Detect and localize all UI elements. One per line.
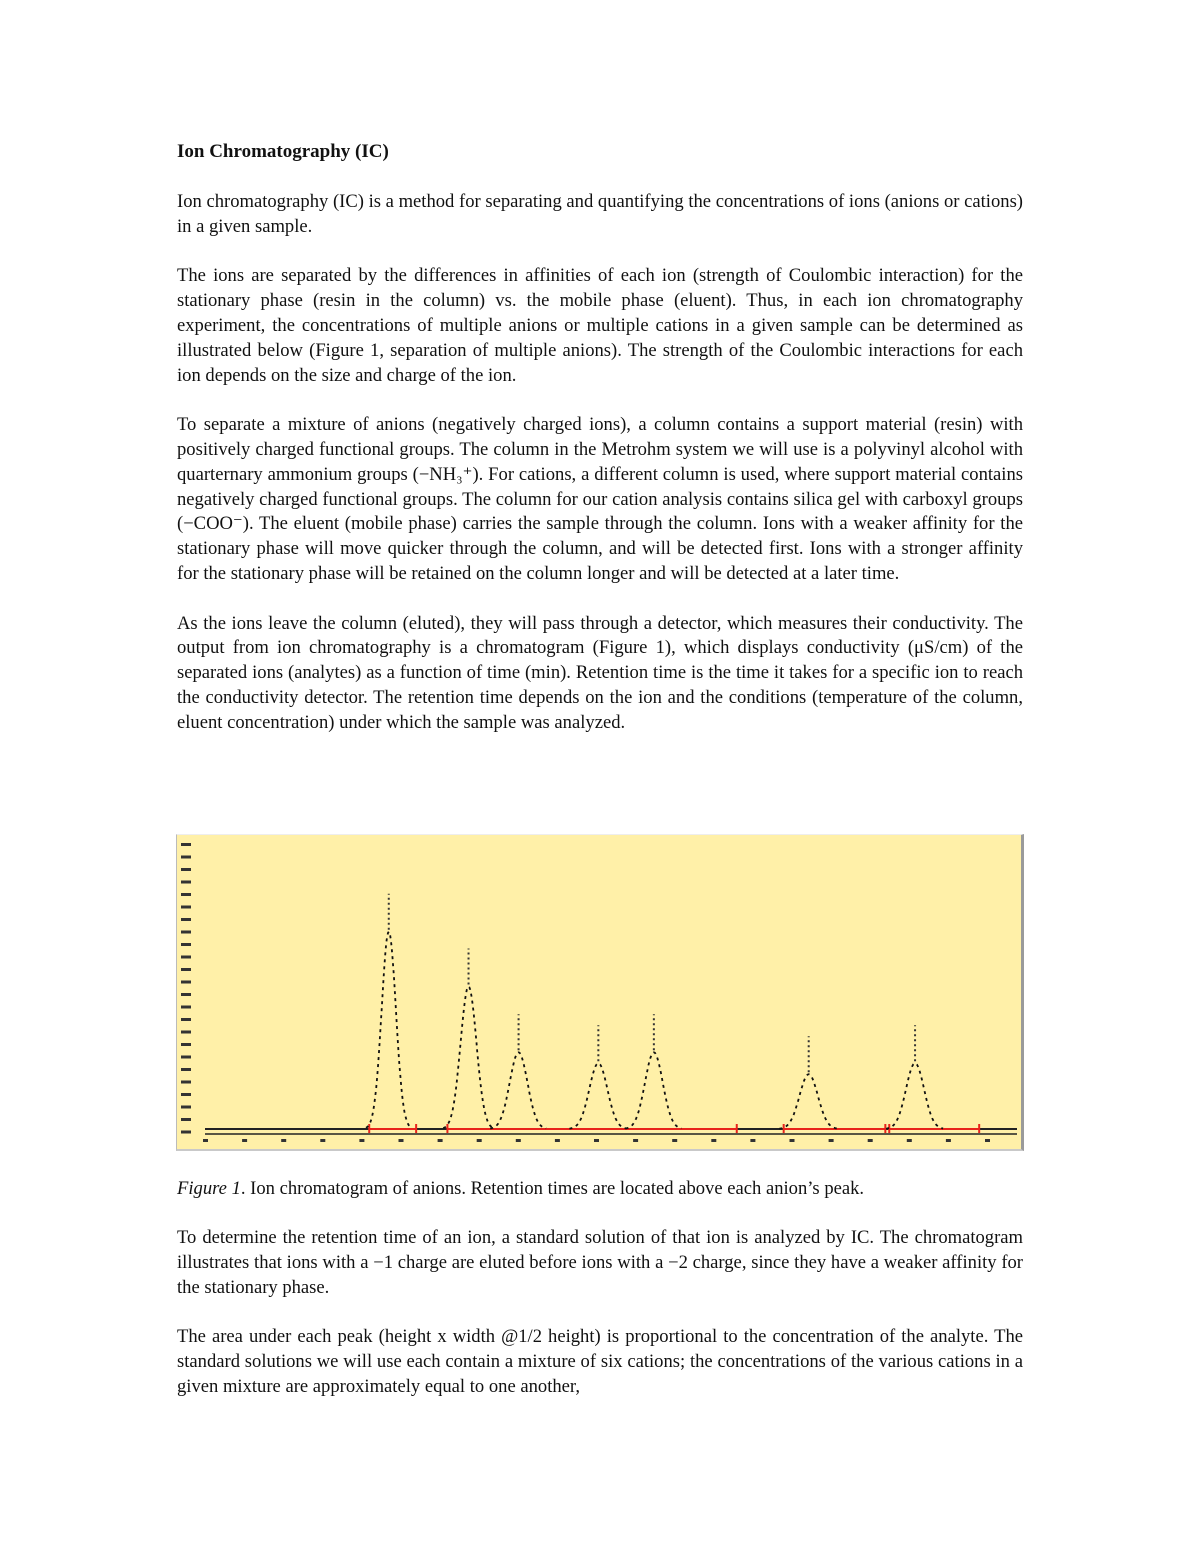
x-tick-label [242, 1139, 247, 1142]
chromatogram-peak [366, 932, 411, 1128]
x-tick-label [555, 1139, 560, 1142]
x-tick-label [399, 1139, 404, 1142]
x-tick-label [711, 1139, 716, 1142]
figure-caption-label: Figure 1 [177, 1178, 241, 1199]
y-tick-label [181, 981, 191, 984]
y-tick-label [181, 843, 191, 846]
x-tick-label [594, 1139, 599, 1142]
x-tick-label [750, 1139, 755, 1142]
x-tick-label [790, 1139, 795, 1142]
y-tick-label [181, 993, 191, 996]
x-tick-label [320, 1139, 325, 1142]
document-body-continued [177, 1226, 1023, 1424]
document-title: Ion Chromatography (IC) [177, 141, 389, 162]
y-tick-label [181, 1118, 191, 1121]
y-tick-label [181, 881, 191, 884]
document-body [177, 140, 1023, 760]
x-tick-label [438, 1139, 443, 1142]
figure-caption [177, 1177, 1023, 1202]
y-tick-label [181, 1031, 191, 1034]
y-tick-label [181, 1006, 191, 1009]
y-tick-label [181, 1068, 191, 1071]
chromatogram-peak [490, 1052, 546, 1128]
x-tick-label [868, 1139, 873, 1142]
y-tick-label [181, 918, 191, 921]
y-tick-label [181, 1056, 191, 1059]
x-tick-label [203, 1139, 208, 1142]
y-tick-label [181, 1106, 191, 1109]
y-tick-label [181, 906, 191, 909]
chromatogram-peak [569, 1063, 626, 1128]
y-tick-label [181, 893, 191, 896]
paragraph-peak-area: The area under each peak (height x width @1/2 height) is proportional to the concentration of the analyte. The standard solutions we will use each contain a mixture of six cations; the concentrations of the various cations in a given mixture are approximately equal to one another, [177, 1326, 1023, 1397]
chromatogram-peak [886, 1063, 943, 1128]
x-tick-label [829, 1139, 834, 1142]
chromatogram-peak [626, 1052, 682, 1128]
x-tick-label [985, 1139, 990, 1142]
y-tick-label [181, 931, 191, 934]
paragraph-separation: The ions are separated by the differences in affinities of each ion (strength of Coulombic interaction) for the stationary phase (resin in the column) vs. the mobile phase (eluent). Thus, in each ion chromatography experiment, the concentrations of multiple anions or multiple cations in a given sample can be determined as illustrated below (Figure 1, separation of multiple anions). The strength of the Coulombic interactions for each ion depends on the size and charge of the ion. [177, 265, 1023, 386]
figure-caption-text: . Ion chromatogram of anions. Retention times are located above each anion’s peak. [240, 1178, 865, 1199]
paragraph-columns: To separate a mixture of anions (negatively charged ions), a column contains a support material (resin) with positively charged functional groups. The column in the Metrohm system we will use is a polyvinyl alcohol with quarternary ammonium groups (−NH₃⁺). For cations, a different column is used, where support material contains negatively charged functional groups. The column for our cation analysis contains silica gel with carboxyl groups (−COO⁻). The eluent (mobile phase) carries the sample through the column. Ions with a weaker affinity for the stationary phase will move quicker through the column, and will be detected first. Ions with a stronger affinity for the stationary phase will be retained on the column longer and will be detected at a later time. [177, 414, 1023, 584]
x-tick-label [477, 1139, 482, 1142]
y-tick-label [181, 943, 191, 946]
y-tick-label [181, 1043, 191, 1046]
y-tick-label [181, 1018, 191, 1021]
chromatogram-plot [177, 835, 1021, 1148]
y-tick-label [181, 968, 191, 971]
chromatogram-peak [779, 1074, 837, 1129]
paragraph-intro: Ion chromatography (IC) is a method for separating and quantifying the concentrations of ions (anions or cations) in a given sample. [177, 191, 1023, 237]
x-tick-label [516, 1139, 521, 1142]
paragraph-retention: To determine the retention time of an ion, a standard solution of that ion is analyzed by IC. The chromatogram illustrates that ions with a −1 charge are eluted before ions with a −2 charge, since they have a weaker affinity for the stationary phase. [177, 1227, 1023, 1298]
x-tick-label [946, 1139, 951, 1142]
x-tick-label [907, 1139, 912, 1142]
x-tick-label [672, 1139, 677, 1142]
x-tick-label [281, 1139, 286, 1142]
y-tick-label [181, 1131, 191, 1134]
x-tick-label [633, 1139, 638, 1142]
chromatogram-peak [443, 987, 493, 1129]
chromatogram-figure [176, 834, 1024, 1151]
y-tick-label [181, 1081, 191, 1084]
y-tick-label [181, 868, 191, 871]
y-tick-label [181, 956, 191, 959]
x-tick-label [359, 1139, 364, 1142]
paragraph-detection: As the ions leave the column (eluted), they will pass through a detector, which measures their conductivity. The output from ion chromatography is a chromatogram (Figure 1), which displays conductivity (μS/cm) of the separated ions (analytes) as a function of time (min). Retention time is the time it takes for a specific ion to reach the conductivity detector. The retention time depends on the ion and the conditions (temperature of the column, eluent concentration) under which the sample was analyzed. [177, 612, 1023, 733]
y-tick-label [181, 856, 191, 859]
y-tick-label [181, 1093, 191, 1096]
